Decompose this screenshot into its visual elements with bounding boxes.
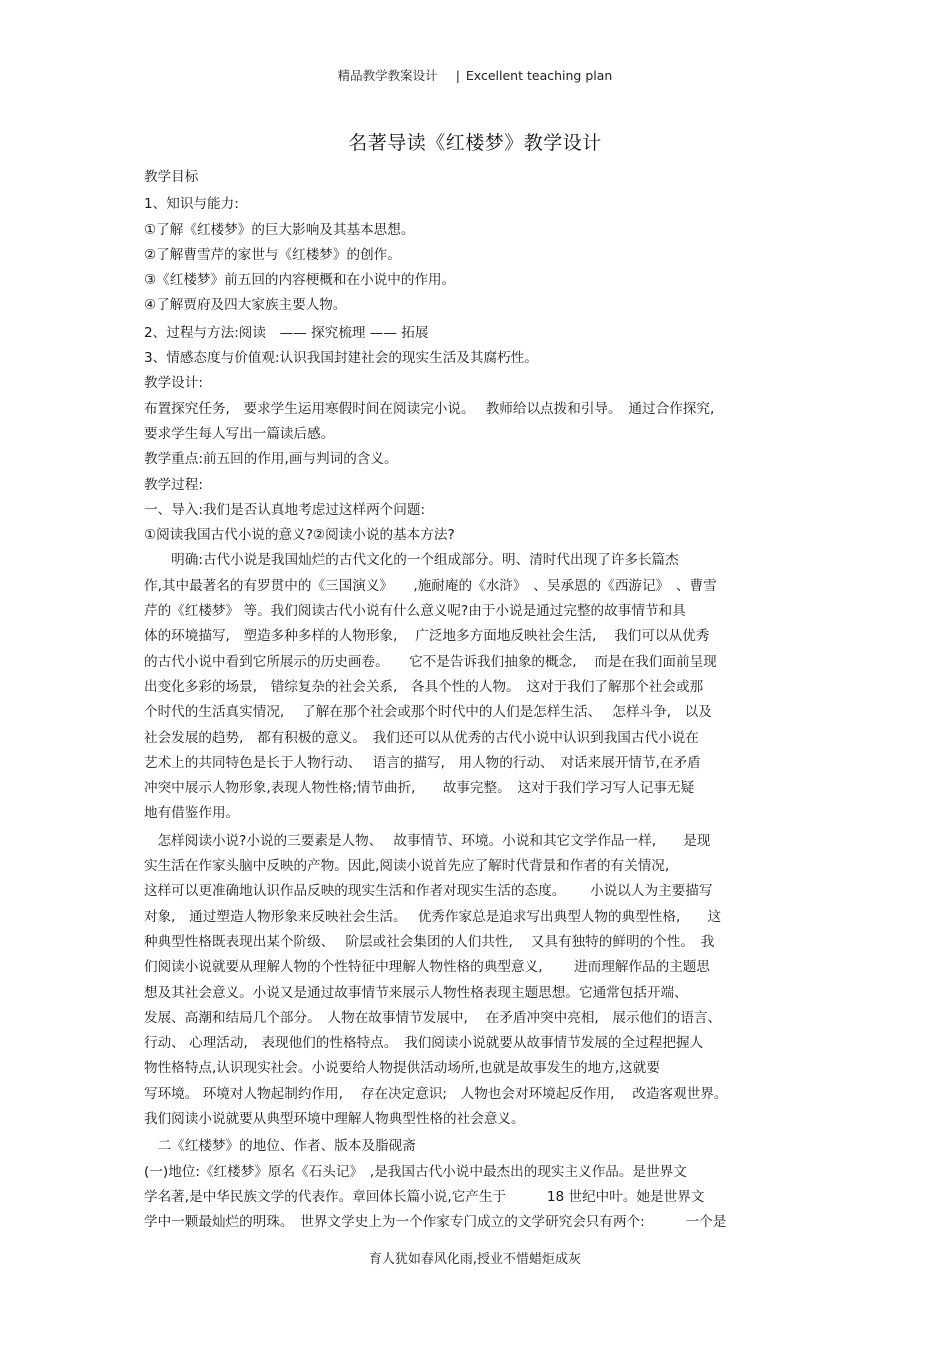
- body-text-line: 这样可以更准确地认识作品反映的现实生活和作者对现实生活的态度。 小说以人为主要描写: [144, 883, 713, 900]
- body-text-line: ①阅读我国古代小说的意义?②阅读小说的基本方法?: [144, 527, 455, 544]
- body-text-line: 教学设计:: [144, 375, 203, 392]
- body-text-line: ④了解贾府及四大家族主要人物。: [144, 297, 347, 314]
- body-text-line: 对象, 通过塑造人物形象来反映社会生活。 优秀作家总是追求写出典型人物的典型性格, 这: [144, 908, 722, 925]
- body-text-line: 教学重点:前五回的作用,画与判词的含义。: [144, 451, 398, 468]
- body-text-line: 出变化多彩的场景, 错综复杂的社会关系, 各具个性的人物。 这对于我们了解那个社会或那: [144, 678, 704, 695]
- body-text-line: 作,其中最著名的有罗贯中的《三国演义》 ,施耐庵的《水浒》 、吴承恩的《西游记》 、曹雪: [144, 577, 717, 594]
- body-text-line: 写环境。 环境对人物起制约作用, 存在决定意识; 人物也会对环境起反作用, 改造客观世界。: [144, 1085, 728, 1102]
- body-text-line: 二《红楼梦》的地位、作者、版本及脂砚斋: [144, 1138, 416, 1155]
- body-text-line: 2、过程与方法:阅读 —— 探究梳理 —— 拓展: [144, 324, 429, 341]
- body-text-line: 物性格特点,认识现实社会。小说要给人物提供活动场所,也就是故事发生的地方,这就要: [144, 1060, 660, 1077]
- body-text-line: 冲突中展示人物形象,表现人物性格;情节曲折, 故事完整。 这对于我们学习写人记事无疑: [144, 780, 695, 797]
- body-text-line: 行动、 心理活动, 表现他们的性格特点。 我们阅读小说就要从故事情节发展的全过程把握人: [144, 1035, 704, 1052]
- header-separator: |: [455, 68, 460, 83]
- body-text-line: 学中一颗最灿烂的明珠。 世界文学史上为一个作家专门成立的文学研究会只有两个: 一个是: [144, 1214, 727, 1231]
- body-text-line: 们阅读小说就要从理解人物的个性特征中理解人物性格的典型意义, 进而理解作品的主题思: [144, 959, 710, 976]
- body-text-line: 教学过程:: [144, 476, 203, 493]
- body-text-line: 学名著,是中华民族文学的代表作。章回体长篇小说,它产生于 18 世纪中叶。她是世界文: [144, 1188, 705, 1205]
- header-left-text: 精品教学教案设计: [337, 68, 438, 83]
- body-text-line: 怎样阅读小说?小说的三要素是人物、 故事情节、环境。小说和其它文学作品一样, 是现: [144, 832, 711, 849]
- header-right-text: Excellent teaching plan: [465, 68, 613, 83]
- body-text-line: 芹的《红楼梦》 等。我们阅读古代小说有什么意义呢?由于小说是通过完整的故事情节和具: [144, 603, 686, 620]
- body-text-line: 的古代小说中看到它所展示的历史画卷。 它不是告诉我们抽象的概念, 而是在我们面前呈现: [144, 653, 717, 670]
- body-text-line: 1、知识与能力:: [144, 196, 239, 213]
- body-text-line: 实生活在作家头脑中反映的产物。因此,阅读小说首先应了解时代背景和作者的有关情况,: [144, 858, 670, 875]
- page-footer: 育人犹如春风化雨,授业不惜蜡炬成灰: [368, 1252, 582, 1267]
- body-text-line: 体的环境描写, 塑造多种多样的人物形象, 广泛地多方面地反映社会生活, 我们可以从优秀: [144, 628, 710, 645]
- body-text-line: 明确:古代小说是我国灿烂的古代文化的一个组成部分。明、清时代出现了许多长篇杰: [144, 552, 679, 569]
- page-header: [0, 66, 950, 84]
- body-text-line: 要求学生每人写出一篇读后感。: [144, 425, 335, 442]
- body-text-line: 地有借鉴作用。: [144, 805, 240, 822]
- body-text-line: 社会发展的趋势, 都有积极的意义。 我们还可以从优秀的古代小说中认识到我国古代小说在: [144, 729, 699, 746]
- body-text-line: 艺术上的共同特色是长于人物行动、 语言的描写, 用人物的行动、 对话来展开情节,在矛盾: [144, 754, 701, 771]
- body-text-line: (一)地位:《红楼梦》原名《石头记》 ,是我国古代小说中最杰出的现实主义作品。是世界文: [144, 1163, 687, 1180]
- body-text-line: ③《红楼梦》前五回的内容梗概和在小说中的作用。: [144, 272, 456, 289]
- body-text-line: ①了解《红楼梦》的巨大影响及其基本思想。: [144, 221, 415, 238]
- body-text-line: 一、导入:我们是否认真地考虑过这样两个问题:: [144, 501, 426, 518]
- body-text-line: 种典型性格既表现出某个阶级、 阶层或社会集团的人们共性, 又具有独特的鲜明的个性。 我: [144, 933, 715, 950]
- body-text-line: ②了解曹雪芹的家世与《红楼梦》的创作。: [144, 246, 401, 263]
- body-text-line: 发展、高潮和结局几个部分。 人物在故事情节发展中, 在矛盾冲突中亮相, 展示他们的语言、: [144, 1009, 722, 1026]
- body-text-line: 3、情感态度与价值观:认识我国封建社会的现实生活及其腐朽性。: [144, 350, 538, 367]
- document-body: [144, 165, 808, 1235]
- body-text-line: 布置探究任务, 要求学生运用寒假时间在阅读完小说。 教师给以点拨和引导。 通过合作探究,: [144, 400, 715, 417]
- body-text-line: 想及其社会意义。小说又是通过故事情节来展示人物性格表现主题思想。它通常包括开端、: [144, 984, 688, 1001]
- document-title: 名著导读《红楼梦》教学设计: [348, 132, 602, 154]
- body-text-line: 我们阅读小说就要从典型环境中理解人物典型性格的社会意义。: [144, 1110, 525, 1127]
- body-text-line: 个时代的生活真实情况, 了解在那个社会或那个时代中的人们是怎样生活、 怎样斗争, 以及: [144, 704, 712, 721]
- body-text-line: 教学目标: [144, 169, 199, 185]
